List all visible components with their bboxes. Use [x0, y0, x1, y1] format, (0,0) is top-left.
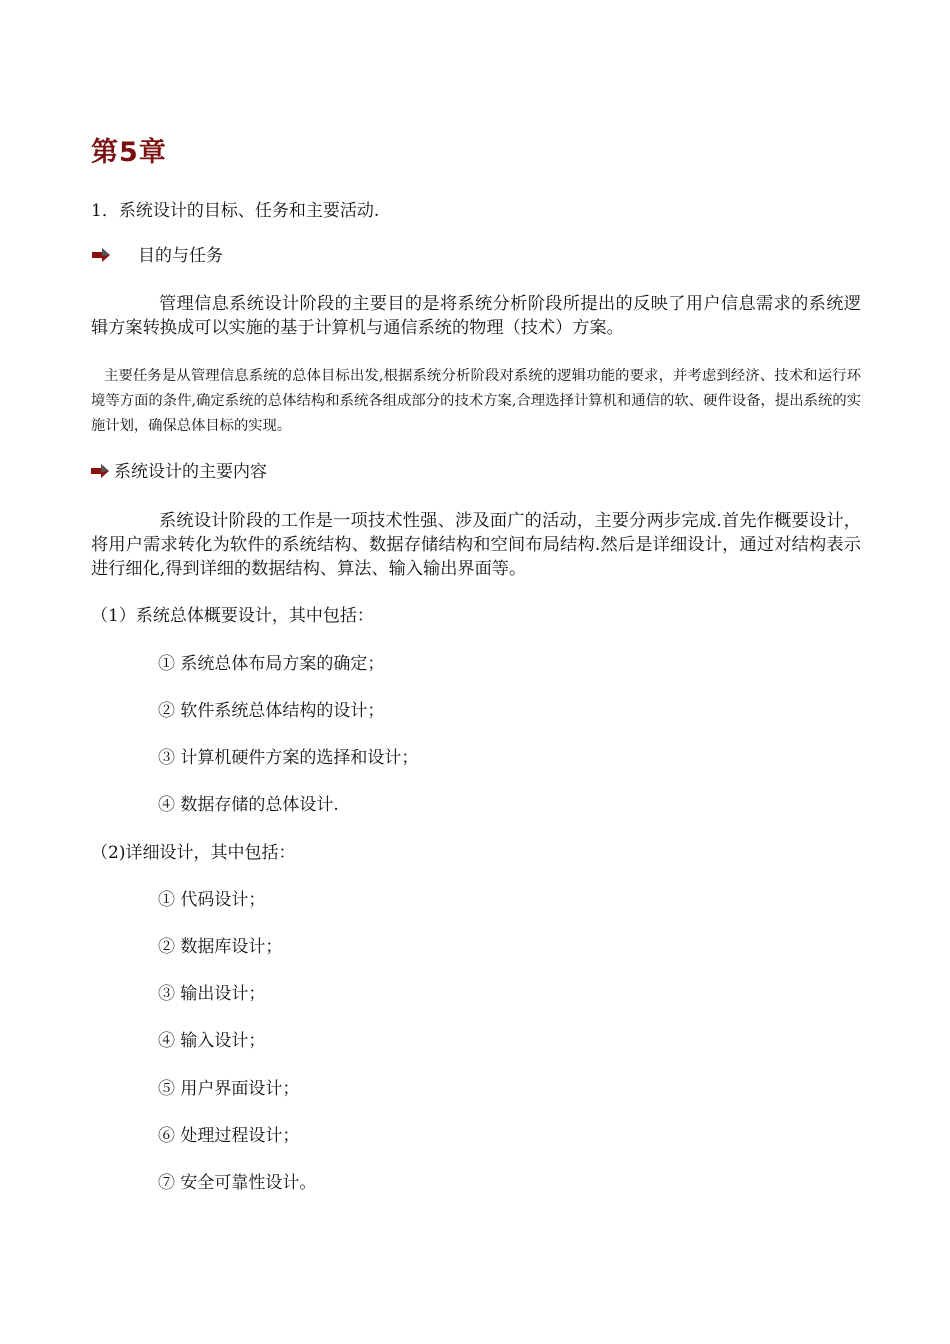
- list-item: ③ 输出设计；: [158, 984, 266, 1004]
- overview-label: （1）系统总体概要设计，其中包括：: [91, 606, 374, 626]
- arrow-bullet-icon: [92, 248, 112, 264]
- paragraph-goal: 管理信息系统设计阶段的主要目的是将系统分析阶段所提出的反映了用户信息需求的系统逻辑方案转换成可以实施的基于计算机与通信系统的物理（技术）方案。: [91, 294, 861, 338]
- list-item: ④ 数据存储的总体设计.: [158, 795, 339, 815]
- paragraph-content: 系统设计阶段的工作是一项技术性强、涉及面广的活动，主要分两步完成.首先作概要设计，将用户需求转化为软件的系统结构、数据存储结构和空间布局结构.然后是详细设计，通过对结构表示进行细化,得到详细的数据结构、算法、输入输出界面等。: [91, 511, 861, 579]
- list-item: ② 软件系统总体结构的设计；: [158, 701, 385, 721]
- chapter-title: 第5章: [91, 137, 167, 168]
- detail-label: （2)详细设计，其中包括：: [91, 843, 296, 863]
- list-item: ⑤ 用户界面设计；: [158, 1079, 300, 1099]
- list-item: ① 系统总体布局方案的确定；: [158, 654, 385, 674]
- paragraph-tasks: 主要任务是从管理信息系统的总体目标出发,根据系统分析阶段对系统的逻辑功能的要求，并考虑到经济、技术和运行环境等方面的条件,确定系统的总体结构和系统各组成部分的技术方案,合理选择计算机和通信的软、硬件设备，提出系统的实施计划，确保总体目标的实现。: [91, 368, 861, 434]
- section-title: 1．系统设计的目标、任务和主要活动.: [91, 201, 380, 221]
- list-item: ① 代码设计；: [158, 890, 266, 910]
- list-item: ⑦ 安全可靠性设计。: [158, 1173, 317, 1193]
- list-item: ② 数据库设计；: [158, 937, 283, 957]
- list-item: ③ 计算机硬件方案的选择和设计；: [158, 748, 419, 768]
- arrow-bullet-icon: [91, 464, 111, 480]
- list-item: ④ 输入设计；: [158, 1031, 266, 1051]
- list-item: ⑥ 处理过程设计；: [158, 1126, 300, 1146]
- heading-content: 系统设计的主要内容: [114, 462, 267, 482]
- heading-goals: 目的与任务: [138, 246, 223, 266]
